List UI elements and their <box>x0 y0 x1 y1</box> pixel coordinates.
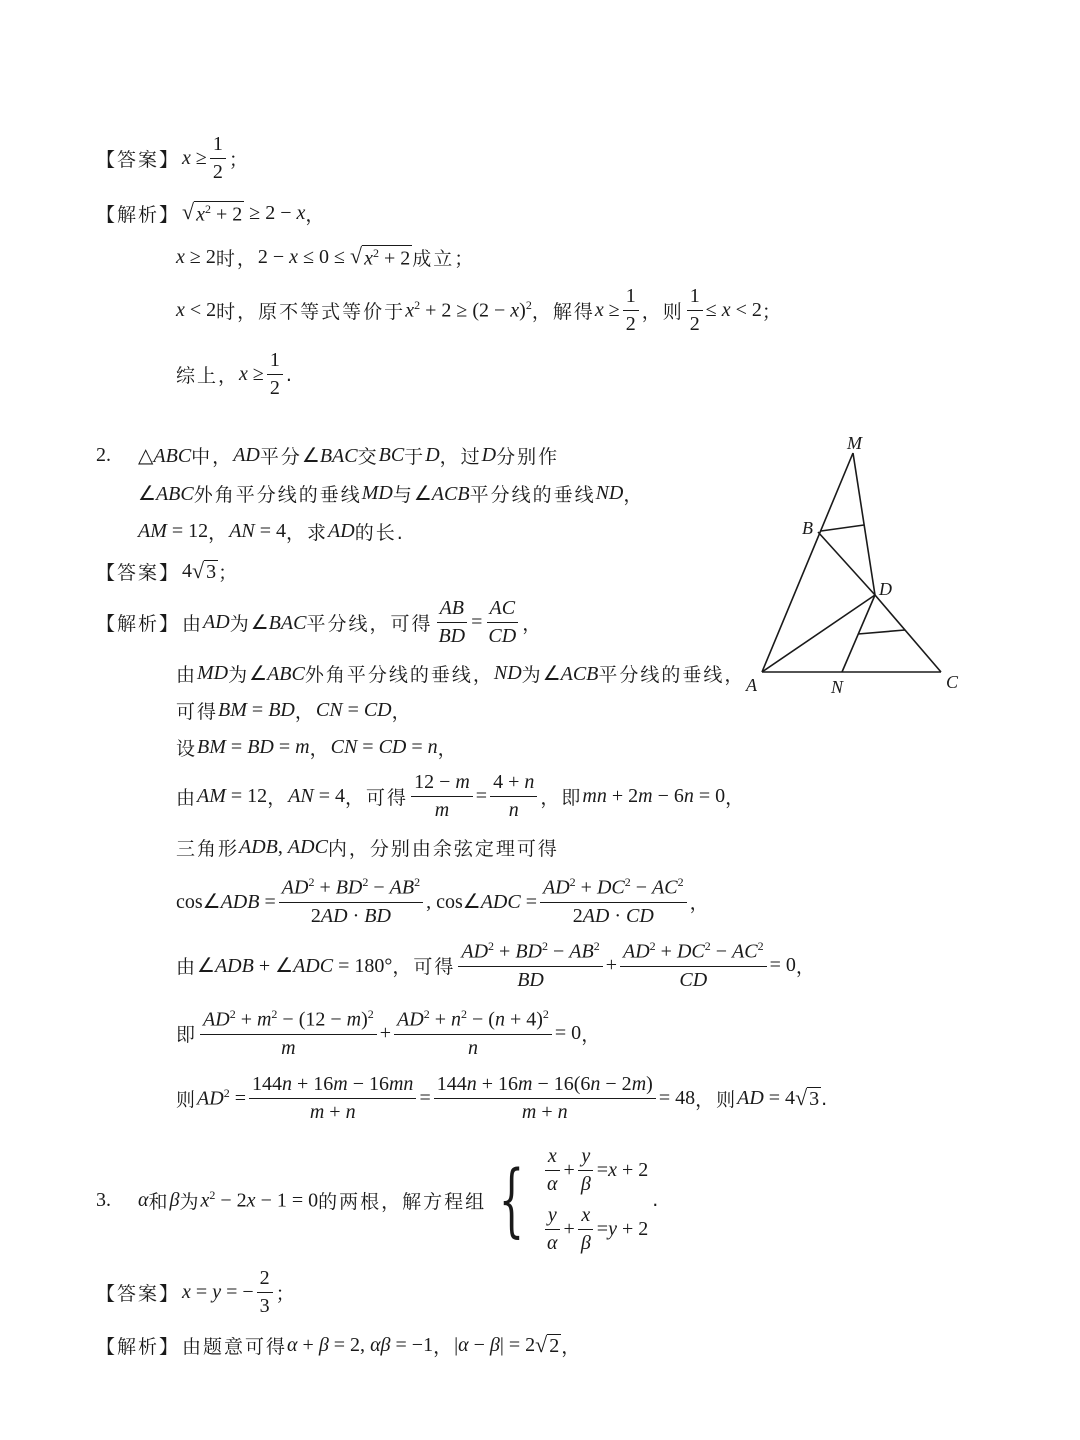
analysis-1-line-1: 【解析】 √ $x^2 + 2$ ≥ 2 − x ， <box>96 198 327 226</box>
fraction: $\frac{AD^2 + DC^2 - AC^2}{CD}$ <box>620 940 767 991</box>
analysis-2-line-3: 可得 BM = BD ， CN = CD ， <box>176 699 413 723</box>
fraction: $\frac{1}{2}$ <box>687 286 703 335</box>
sqrt-expr: √ 3 <box>795 1084 820 1110</box>
fraction: $\frac{1}{2}$ <box>267 350 283 399</box>
fraction: $\frac{AD^2 + DC^2 - AC^2}{2AD \cdot CD}$ <box>540 876 687 927</box>
analysis-1-line-4: 综上， x ≥ $\frac{1}{2}$ . <box>176 349 294 399</box>
analysis-label: 【解析】 <box>96 204 181 226</box>
analysis-2-line-8: 由 ∠ADB + ∠ADC = 180° ，可得 $\frac{AD^2 + BD^2 - AB^2}{BD}$ + $\frac{AD^2 + DC^2 - AC^2}{CD}$ = 0 ， <box>176 939 817 991</box>
fraction: $\frac{AD^2 + BD^2 - AB^2}{BD}$ <box>458 940 602 991</box>
triangle-figure <box>740 425 980 705</box>
fraction: $\frac{AD^2 + m^2 - (12 - m)^2}{m}$ <box>200 1008 377 1059</box>
answer-1-math: x ≥ <box>182 147 207 169</box>
fraction: $\frac{12 - m}{m}$ <box>411 772 473 821</box>
point-label: B <box>802 518 813 538</box>
analysis-2-line-6: 三角形 ADB, ADC 内，分别由余弦定理可得 <box>176 836 559 860</box>
analysis-3-line-1: 【解析】 由题意可得 α + β = 2, αβ = −1 ， |α − β| = 2 √ 2 ， <box>96 1331 583 1358</box>
analysis-1-line-3: x < 2 时，原不等式等价于 $x^2 + 2 \ge (2 - x)^2$ ，解得 x ≥ $\frac{1}{2}$ ，则 $\frac{1}{2}$ ≤ x < 2 ； <box>176 285 783 335</box>
sqrt-expr: √ $x^2 + 2$ <box>182 198 243 226</box>
fraction: $\frac{4 + n}{n}$ <box>490 772 537 821</box>
analysis-2-line-10: 则 $AD^2$ = $\frac{144n + 16m - 16mn}{m + n}$ = $\frac{144n + 16m - 16(6n - 2m)}{m + n}$ = 48 ，则 AD = 4 √ 3 . <box>176 1073 830 1123</box>
question-number: 2. <box>96 444 111 466</box>
analysis-2-line-4: 设 BM = BD = m ， CN = CD = n ， <box>176 736 459 760</box>
analysis-2-line-5: 由 AM = 12 ， AN = 4 ，可得 $\frac{12 - m}{m}$ = $\frac{4 + n}{n}$ ，即 mn + 2m − 6n = 0 ， <box>176 771 747 821</box>
question-2-line-1: 2. △ABC 中， AD 平分 ∠BAC 交 BC 于 D ，过 D 分别作 <box>96 444 560 468</box>
question-2-line-2: ∠ABC 外角平分线的垂线 MD 与 ∠ACB 平分线的垂线 ND ， <box>138 482 645 506</box>
analysis-2-line-7: cos∠ADB = $\frac{AD^2 + BD^2 - AB^2}{2AD \cdot BD}$ , cos∠ADC = $\frac{AD^2 + DC^2 - AC^2}{2AD \cdot CD}$ ， <box>176 875 711 927</box>
point-label: N <box>831 677 844 697</box>
answer-1: 【答案】 x ≥ $\frac{1}{2}$ ； <box>96 133 250 183</box>
sqrt-expr: √ $x^2 + 2$ <box>350 242 411 270</box>
question-3: 3. α 和 β 为 $x^2 - 2x - 1 = 0$ 的两根，解方程组 { $\frac{x}{\alpha}$ + $\frac{y}{\beta}$ = x + 2 $\frac{y}{\alpha}$ + $\frac{x}{\beta}$ = y + 2 . <box>96 1145 661 1254</box>
fraction: $\frac{144n + 16m - 16(6n - 2m)}{m + n}$ <box>434 1074 656 1123</box>
analysis-label: 【解析】 <box>96 613 181 635</box>
analysis-2-line-1: 【解析】 由 AD 为 ∠BAC 平分线，可得 $\frac{AB}{BD}$ = $\frac{AC}{CD}$ ， <box>96 597 544 647</box>
fraction: $\frac{2}{3}$ <box>257 1268 273 1317</box>
sqrt-expr: √ 3 <box>192 557 217 583</box>
analysis-2-line-2: 由 MD 为 ∠ABC 外角平分线的垂线， ND 为 ∠ACB 平分线的垂线， <box>176 662 746 686</box>
analysis-label: 【解析】 <box>96 1336 181 1358</box>
fraction: $\frac{AB}{BD}$ <box>438 597 466 647</box>
point-label: D <box>879 579 892 599</box>
fraction: $\frac{1}{2}$ <box>210 134 226 183</box>
answer-3: 【答案】 x = y = − $\frac{2}{3}$ ； <box>96 1267 297 1317</box>
answer-2: 【答案】 4 √ 3 ； <box>96 557 240 584</box>
answer-label: 【答案】 <box>96 149 181 171</box>
question-2-line-3: AM = 12 ， AN = 4 ，求 AD 的长. <box>138 520 405 544</box>
analysis-1-line-2: x ≥ 2 时， 2 − x ≤ 0 ≤ √ $x^2 + 2$ 成立； <box>176 242 476 270</box>
answer-label: 【答案】 <box>96 562 181 584</box>
question-number: 3. <box>96 1188 111 1211</box>
fraction: $\frac{144n + 16m - 16mn}{m + n}$ <box>249 1074 416 1123</box>
answer-label: 【答案】 <box>96 1283 181 1305</box>
point-label: C <box>946 672 959 692</box>
analysis-2-line-9: 即 $\frac{AD^2 + m^2 - (12 - m)^2}{m}$ + $\frac{AD^2 + n^2 - (n + 4)^2}{n}$ = 0 ， <box>176 1007 603 1059</box>
sqrt-expr: √ 2 <box>535 1331 560 1357</box>
point-label: A <box>746 675 757 695</box>
fraction: $\frac{1}{2}$ <box>623 286 639 335</box>
equation-system: { $\frac{x}{\alpha}$ + $\frac{y}{\beta}$ = x + 2 $\frac{y}{\alpha}$ + $\frac{x}{\beta}$ = y + 2 <box>498 1145 649 1254</box>
point-label: M <box>847 433 862 453</box>
fraction: $\frac{AD^2 + BD^2 - AB^2}{2AD \cdot BD}$ <box>279 876 423 927</box>
fraction: $\frac{AC}{CD}$ <box>488 597 517 647</box>
fraction: $\frac{AD^2 + n^2 - (n + 4)^2}{n}$ <box>394 1008 552 1059</box>
